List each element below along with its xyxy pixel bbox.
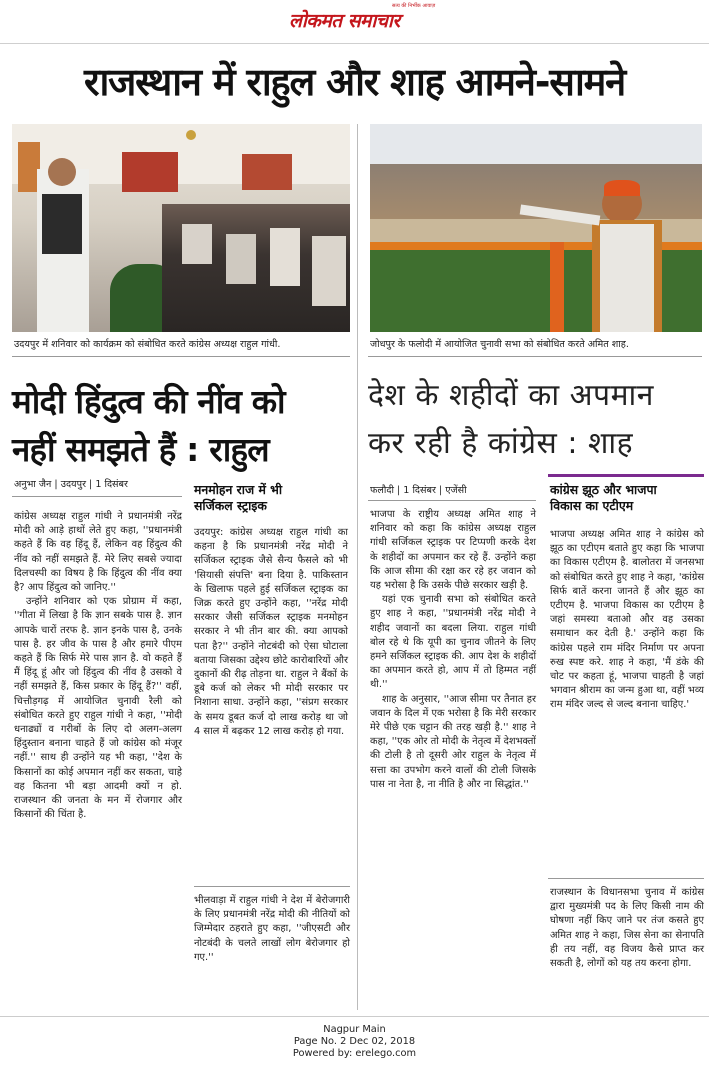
- right-story-para-1: भाजपा के राष्ट्रीय अध्यक्ष अमित शाह ने शनिवार को कहा कि कांग्रेस अध्यक्ष राहुल गांधी सर्जिकल स्ट्राइक पर टिप्पणी करके देश के शहीदों का अपमान कर रहे हैं. उन्होंने कहा कि आज सीमा की रक्षा कर रहे हर जवान को यह भरोसा है कि उसके पीछे सरकार खड़ी है.: [370, 509, 536, 592]
- left-story-para-2: उन्होंने शनिवार को एक प्रोग्राम में कहा, ''गीता में लिखा है कि ज्ञान सबके पास है. ज्ञान आपके चारों तरफ है. ज्ञान इनके पास है, उनके पास है. हर जीव के पास है और हमारे पीएम कहते हैं कि सिर्फ मेरे पास ज्ञान है. वो कहते हैं मैं हिंदू हूं और जो हिंदुत्व की नींव है उसको वे नहीं समझते हैं, किस प्रकार के हिंदू हैं?'' वहीं, चित्तौड़गढ़ में आयोजित चुनावी रैली को संबोधित करते हुए राहुल गांधी ने कहा, ''मोदी धनाढ्यों व गरीबों के लिए दो अलग-अलग हिंदुस्तान बनाना चाहते हैं जो कांग्रेस को मंजूर नहीं.'' साथ ही उन्होंने यह भी कहा, ''देश के किसानों का कोई अपमान नहीं कर सकता, चाहे वह कितना भी बड़ा आदमी क्यों न हो. राजस्थान की जनता के मन में रोजगार और किसानों की चिंता है.: [14, 596, 182, 821]
- column-divider: [357, 124, 358, 1010]
- page-footer: [0, 1024, 709, 1060]
- center-bottom-body: [194, 894, 350, 1004]
- page-headline: राजस्थान में राहुल और शाह आमने-सामने: [83, 60, 626, 104]
- left-photo-caption: उदयपुर में शनिवार को कार्यक्रम को संबोधित करते कांग्रेस अध्यक्ष राहुल गांधी.: [14, 339, 281, 350]
- right-story-para-2: यहां एक चुनावी सभा को संबोधित करते हुए शाह ने कहा, ''प्रधानमंत्री नरेंद्र मोदी ने शहीद जवानों का बदला लिया. राहुल गांधी बोल रहे थे कि यूपी का चुनाव जीतने के लिए हमने सर्जिकल स्ट्राइक की. आप देश के शहीदों का अपमान करते हो, आप में तो हिम्मत नहीं थी.'': [370, 594, 536, 691]
- right-story-headline-line2: कर रही है कांग्रेस : शाह: [368, 426, 634, 461]
- center-box-rule: [194, 886, 350, 887]
- right-story-headline-line1: देश के शहीदों का अपमान: [368, 378, 654, 413]
- side-box-body: [550, 528, 704, 880]
- side-box-headline-line1: कांग्रेस झूठ और भाजपा: [550, 482, 657, 497]
- photo-rahul-gandhi: [12, 124, 350, 332]
- center-box-body: [194, 526, 348, 880]
- center-box-headline-line1: मनमोहन राज में भी: [194, 482, 283, 497]
- right-caption-rule: [368, 356, 702, 357]
- footer-rule: [0, 1016, 709, 1017]
- masthead-tagline: सत्य की निर्भीक आवाज़: [392, 3, 436, 9]
- side-box-headline-line2: विकास का एटीएम: [550, 498, 634, 513]
- center-box-headline-line2: सर्जिकल स्ट्राइक: [194, 498, 267, 513]
- right-story-para-3: शाह के अनुसार, ''आज सीमा पर तैनात हर जवान के दिल में एक भरोसा है कि मेरी सरकार मेरे पीछे एक चट्टान की तरह खड़ी है.'' शाह ने कहा, ''एक ओर तो मोदी के नेतृत्व में देशभक्तों की टोली है तो दूसरी ओर राहुल के नेतृत्व में सत्ता का उपभोग करने वालों की टोली जिसके पास ना नेता है, ना नीति है और ना सिद्धांत.'': [370, 693, 536, 790]
- left-story-para-1: कांग्रेस अध्यक्ष राहुल गांधी ने प्रधानमंत्री नरेंद्र मोदी को आड़े हाथों लेते हुए कहा, ''प्रधानमंत्री कहते हैं कि वह हिंदू हैं, लेकिन वह हिंदुत्व की नींव को नहीं समझते हैं. मेरे लिए सबसे ज्यादा दिलचस्पी का विषय है कि हिंदुत्व की नींव क्या है? आप हिंदुत्व को जानिए.'': [14, 511, 182, 594]
- newspaper-logo: लोकमत समाचार: [289, 10, 400, 32]
- side-box-headline: [550, 482, 657, 514]
- right-story-headline: [368, 372, 702, 468]
- right-byline-rule: [368, 500, 536, 501]
- left-story-headline: [12, 378, 352, 474]
- right-story-body: [370, 508, 536, 1008]
- footer-powered-by: Powered by: erelego.com: [292, 1048, 417, 1059]
- footer-page-date: Page No. 2 Dec 02, 2018: [293, 1036, 416, 1047]
- left-story-byline: अनुभा जैन | उदयपुर | 1 दिसंबर: [14, 479, 128, 490]
- right-photo-caption: जोधपुर के फलोदी में आयोजित चुनावी सभा को संबोधित करते अमित शाह.: [370, 339, 629, 350]
- left-story-headline-line1: मोदी हिंदुत्व की नींव को: [12, 382, 285, 421]
- far-right-bottom-para: राजस्थान के विधानसभा चुनाव में कांग्रेस द्वारा मुख्यमंत्री पद के लिए किसी नाम की घोषणा नहीं किए जाने पर तंज कसते हुए अमित शाह ने कहा, जिस सेना का सेनापति ही तय नहीं, वह विजय कैसे प्राप्त कर सकती है, लोगों को यह तय करना होगा.: [550, 887, 704, 970]
- left-caption-rule: [12, 356, 350, 357]
- left-byline-rule: [12, 496, 182, 497]
- side-box-rule: [548, 474, 704, 477]
- photo-amit-shah: [370, 124, 702, 332]
- side-box-bottom-rule: [548, 878, 704, 879]
- left-story-body: [14, 510, 182, 1008]
- center-bottom-para: भीलवाड़ा में राहुल गांधी ने देश में बेरोजगारी के लिए प्रधानमंत्री नरेंद्र मोदी की नीतियों को जिम्मेदार ठहराते हुए कहा, ''जीएसटी और नोटबंदी के चलते लाखों लोग बेरोजगार हो गए.'': [194, 895, 350, 963]
- far-right-bottom-body: [550, 886, 704, 1006]
- left-story-headline-line2: नहीं समझते हैं : राहुल: [12, 430, 269, 469]
- footer-edition: Nagpur Main: [323, 1024, 386, 1035]
- center-box-headline: [194, 482, 282, 514]
- masthead: [0, 0, 709, 44]
- right-story-byline: फलौदी | 1 दिसंबर | एजेंसी: [370, 485, 467, 496]
- center-box-para-1: उदयपुर: कांग्रेस अध्यक्ष राहुल गांधी का कहना है कि प्रधानमंत्री नरेंद्र मोदी ने सर्जिकल स्ट्राइक जैसे सैन्य फैसले को भी 'सियासी संपत्ति' बना दिया है. पाकिस्तान के खिलाफ पहले हुई सर्जिकल स्ट्राइक का जिक्र करते हुए उन्होंने कहा, ''नरेंद्र मोदी सरकार जैसी सर्जिकल स्ट्राइक मनमोहन सरकार ने भी तीन बार की. क्या आपको पता है?'' उन्होंने नोटबंदी को ऐसा घोटाला बताया जिसका उद्देश्य छोटे कारोबारियों और दुकानों की रीढ़ तोड़ना था. राहुल ने बैंकों के डूबे कर्ज को लेकर भी मोदी सरकार पर निशाना साधा. उन्होंने कहा, ''संप्रग सरकार के समय डूबत कर्ज दो लाख करोड़ था जो 4 साल में बढ़कर 12 लाख करोड़ हो गया.: [194, 527, 348, 737]
- side-box-para: भाजपा अध्यक्ष अमित शाह ने कांग्रेस को झूठ का एटीएम बताते हुए कहा कि भाजपा का विकास एटीएम है. बालोतरा में जनसभा को संबोधित करते हुए शाह ने कहा, 'कांग्रेस सिर्फ बातें करना जानते हैं और झूठ का एटीएम है. भाजपा विकास का एटीएम है जहां समस्या बताओ और वह उसका समाधान कर देती है.' उन्होंने कहा कि कांग्रेस पहले राम मंदिर निर्माण पर अपना रुख स्पष्ट करे. शाह ने कहा, 'मैं डंके की चोट पर कहता हूं, भाजपा चाहती है जहां भगवान श्रीराम का जन्म हुआ था, वहीं भव्य राम मंदिर जल्द से जल्द बनाना चाहिए.': [550, 529, 704, 711]
